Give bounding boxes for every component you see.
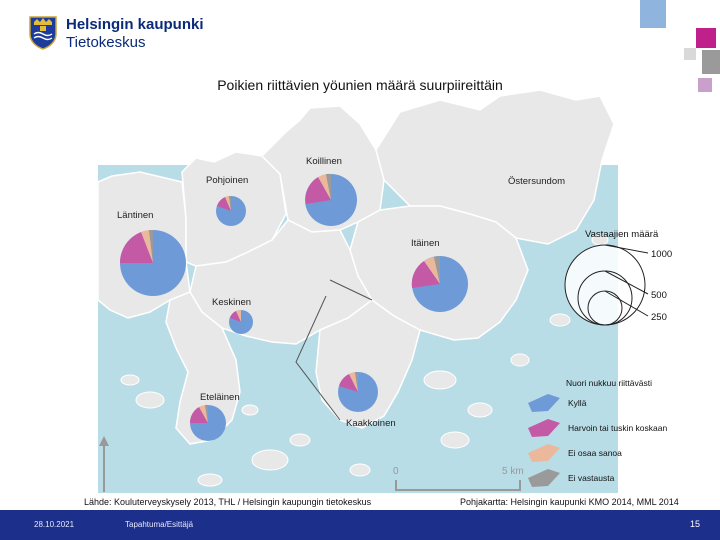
page-number: 15: [690, 519, 701, 529]
category-label-ei-osaa: Ei osaa sanoa: [568, 448, 622, 458]
footer-event: Tapahtuma/Esittäjä: [125, 520, 194, 529]
category-label-ei-vastausta: Ei vastausta: [568, 473, 615, 483]
footer-bar: [0, 510, 720, 540]
category-legend-title: Nuori nukkuu riittävästi: [566, 378, 652, 388]
basemap-note: Pohjakartta: Helsingin kaupunki KMO 2014, MML 2014: [460, 497, 679, 507]
logo-title: Helsingin kaupunki: [66, 16, 204, 33]
pie-lantinen: [120, 230, 186, 296]
source-note: Lähde: Kouluterveyskysely 2013, THL / Helsingin kaupungin tietokeskus: [84, 497, 372, 507]
label-pohjoinen: Pohjoinen: [206, 175, 249, 186]
pie-pohjoinen: [216, 196, 246, 226]
pie-koillinen: [305, 174, 357, 226]
size-legend: [565, 245, 648, 325]
label-kaakkoinen: Kaakkoinen: [346, 418, 396, 429]
label-ostersundom: Östersundom: [508, 176, 566, 187]
size-label-500: 500: [651, 290, 667, 301]
label-lantinen: Läntinen: [117, 210, 154, 221]
size-legend-title: Vastaajien määrä: [585, 229, 659, 240]
size-label-250: 250: [651, 312, 667, 323]
label-koillinen: Koillinen: [306, 156, 342, 167]
scale-distance: 5 km: [502, 466, 524, 477]
category-label-harvoin: Harvoin tai tuskin koskaan: [568, 423, 668, 433]
scale-zero: 0: [393, 466, 399, 477]
pie-kaakkoinen: [338, 372, 378, 412]
pie-etelainen: [190, 405, 226, 441]
logo-subtitle: Tietokeskus: [66, 34, 146, 51]
label-keskinen: Keskinen: [212, 297, 252, 308]
footer-date: 28.10.2021: [34, 520, 75, 529]
label-etelainen: Eteläinen: [200, 392, 240, 403]
pie-keskinen: [229, 310, 253, 334]
size-label-1000: 1000: [651, 249, 673, 260]
map-title: Poikien riittävien yöunien määrä suurpiireittäin: [217, 77, 503, 93]
pie-itainen: [412, 256, 468, 312]
label-itainen: Itäinen: [411, 238, 440, 249]
category-label-kylla: Kyllä: [568, 398, 587, 408]
